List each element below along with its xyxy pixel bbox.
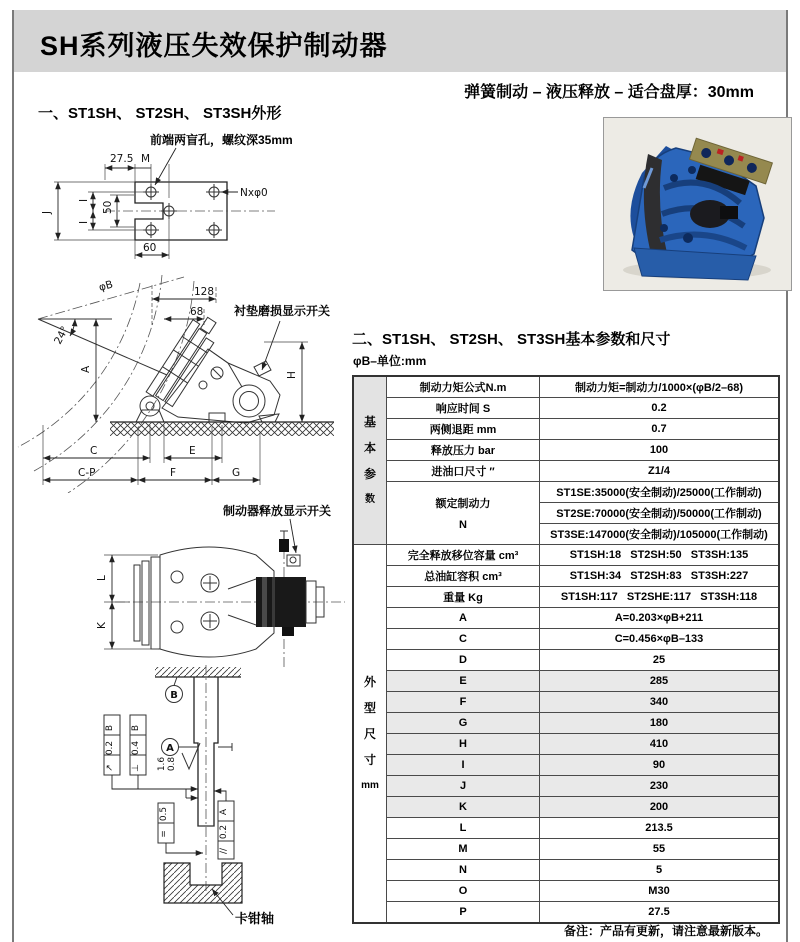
param-name-cell: 重量 Kg xyxy=(387,587,540,608)
runout-symbol-icon: ↗ xyxy=(105,764,115,772)
dim-l: L xyxy=(96,575,108,581)
roughness-1: 1.6 xyxy=(157,756,167,772)
dim-m: M xyxy=(141,153,151,165)
dim-g: G xyxy=(232,467,241,479)
param-value-cell: Z1/4 xyxy=(540,461,780,482)
dim-c-p: C-P xyxy=(78,467,96,479)
param-name-cell: D xyxy=(387,650,540,671)
param-value-cell: 285 xyxy=(540,671,780,692)
param-value-cell: 55 xyxy=(540,839,780,860)
section1-title: 一、ST1SH、 ST2SH、 ST3SH外形 xyxy=(38,105,282,122)
perp-value: 0.4 xyxy=(131,740,141,756)
param-value-cell: ST2SE:70000(安全制动)/50000(工作制动) xyxy=(540,503,780,524)
dim-27-5: 27.5 xyxy=(110,153,134,165)
perp-datum: B xyxy=(131,724,141,732)
param-value-cell: ST1SH:34 ST2SH:83 ST3SH:227 xyxy=(540,566,780,587)
dim-phi-b: φB xyxy=(97,278,115,294)
param-name-cell: H xyxy=(387,734,540,755)
footer-note: 备注：产品有更新，请注意最新版本。 xyxy=(563,924,768,938)
release-switch-label: 制动器释放显示开关 xyxy=(223,504,332,518)
param-name-cell: P xyxy=(387,902,540,924)
param-name-cell: G xyxy=(387,713,540,734)
page-title: SH系列液压失效保护制动器 xyxy=(40,31,388,61)
param-name-cell: 总油缸容积 cm³ xyxy=(387,566,540,587)
runout-datum: B xyxy=(105,724,115,732)
caliper-shaft-label: 卡钳轴 xyxy=(235,911,275,926)
param-value-cell: A=0.203×φB+211 xyxy=(540,608,780,629)
section2-title: 二、ST1SH、 ST2SH、 ST3SH基本参数和尺寸 xyxy=(352,331,671,348)
param-value-cell: 100 xyxy=(540,440,780,461)
param-value-cell: ST1SH:18 ST2SH:50 ST3SH:135 xyxy=(540,545,780,566)
datum-b: B xyxy=(170,690,178,701)
param-value-cell: 25 xyxy=(540,650,780,671)
product-photo xyxy=(603,117,792,291)
brake-photo-illustration xyxy=(604,118,791,290)
parallel-datum: A xyxy=(219,808,229,816)
dim-k: K xyxy=(96,622,108,629)
param-value-cell: ST3SE:147000(安全制动)/105000(工作制动) xyxy=(540,524,780,545)
param-name-cell: N xyxy=(387,860,540,881)
param-name-cell: 响应时间 S xyxy=(387,398,540,419)
dim-j: J xyxy=(41,210,53,214)
product-subtitle: 弹簧制动 – 液压释放 – 适合盘厚：30mm xyxy=(464,84,754,101)
group-basic-label: 基 本 参 数 xyxy=(353,376,387,545)
parallel-value: 0.2 xyxy=(219,824,229,840)
dim-c: C xyxy=(90,445,98,457)
dim-h: H xyxy=(286,371,298,379)
dim-e: E xyxy=(189,445,196,457)
param-value-cell: 90 xyxy=(540,755,780,776)
param-value-cell: C=0.456×φB–133 xyxy=(540,629,780,650)
datum-a: A xyxy=(166,743,174,754)
param-name-cell: L xyxy=(387,818,540,839)
param-value-cell: ST1SH:117 ST2SHE:117 ST3SH:118 xyxy=(540,587,780,608)
param-value-cell: 制动力矩=制动力/1000×(φB/2–68) xyxy=(540,376,780,398)
wear-switch-label: 衬垫磨损显示开关 xyxy=(234,304,331,318)
blind-hole-note: 前端两盲孔，螺纹深35mm xyxy=(150,133,293,147)
param-name-cell: A xyxy=(387,608,540,629)
unit-note: φB–单位:mm xyxy=(353,354,427,368)
dim-a: A xyxy=(80,365,92,373)
param-value-cell: 0.7 xyxy=(540,419,780,440)
param-name-cell: 两侧退距 mm xyxy=(387,419,540,440)
dim-nxo: Nxφ0 xyxy=(240,187,268,199)
param-value-cell: 200 xyxy=(540,797,780,818)
technical-drawing-top-view xyxy=(60,495,350,675)
dim-f: F xyxy=(170,467,177,479)
roughness-2: 0.8 xyxy=(167,756,177,772)
param-value-cell: 5 xyxy=(540,860,780,881)
technical-drawing-shaft xyxy=(60,663,355,942)
dim-60: 60 xyxy=(143,242,157,254)
symmetry-symbol-icon: = xyxy=(159,830,169,838)
param-name-cell: F xyxy=(387,692,540,713)
param-name-cell: 完全释放移位容量 cm³ xyxy=(387,545,540,566)
param-value-cell: 230 xyxy=(540,776,780,797)
param-value-cell: ST1SE:35000(安全制动)/25000(工作制动) xyxy=(540,482,780,503)
parameters-table xyxy=(352,375,780,924)
param-value-cell: 0.2 xyxy=(540,398,780,419)
param-value-cell: 340 xyxy=(540,692,780,713)
parallel-symbol-icon: // xyxy=(219,847,229,855)
dim-i-bottom: I xyxy=(78,220,90,224)
param-name-cell: O xyxy=(387,881,540,902)
param-name-cell: 进油口尺寸 ″ xyxy=(387,461,540,482)
rated-force-name-cell: 额定制动力 N xyxy=(387,482,540,545)
symmetry-value: 0.5 xyxy=(159,806,169,822)
param-name-cell: I xyxy=(387,755,540,776)
param-name-cell: M xyxy=(387,839,540,860)
technical-drawing-side-view xyxy=(12,275,352,493)
dim-i-top: I xyxy=(78,198,90,202)
param-value-cell: 410 xyxy=(540,734,780,755)
param-name-cell: 释放压力 bar xyxy=(387,440,540,461)
param-value-cell: M30 xyxy=(540,881,780,902)
param-name-cell: 制动力矩公式N.m xyxy=(387,376,540,398)
param-value-cell: 180 xyxy=(540,713,780,734)
param-name-cell: J xyxy=(387,776,540,797)
group-dims-label: 外 型 尺 寸 mm xyxy=(353,545,387,924)
param-value-cell: 27.5 xyxy=(540,902,780,924)
dim-128: 128 xyxy=(194,286,215,298)
title-band xyxy=(14,10,786,72)
perp-symbol-icon: ⊥ xyxy=(131,764,141,772)
param-value-cell: 213.5 xyxy=(540,818,780,839)
technical-drawing-plate xyxy=(30,128,340,280)
param-name-cell: E xyxy=(387,671,540,692)
param-name-cell: C xyxy=(387,629,540,650)
param-name-cell: K xyxy=(387,797,540,818)
dim-50: 50 xyxy=(102,200,114,214)
dim-68: 68 xyxy=(190,306,204,318)
runout-value: 0.2 xyxy=(105,740,115,756)
dim-angle-24: 24° xyxy=(52,324,72,347)
